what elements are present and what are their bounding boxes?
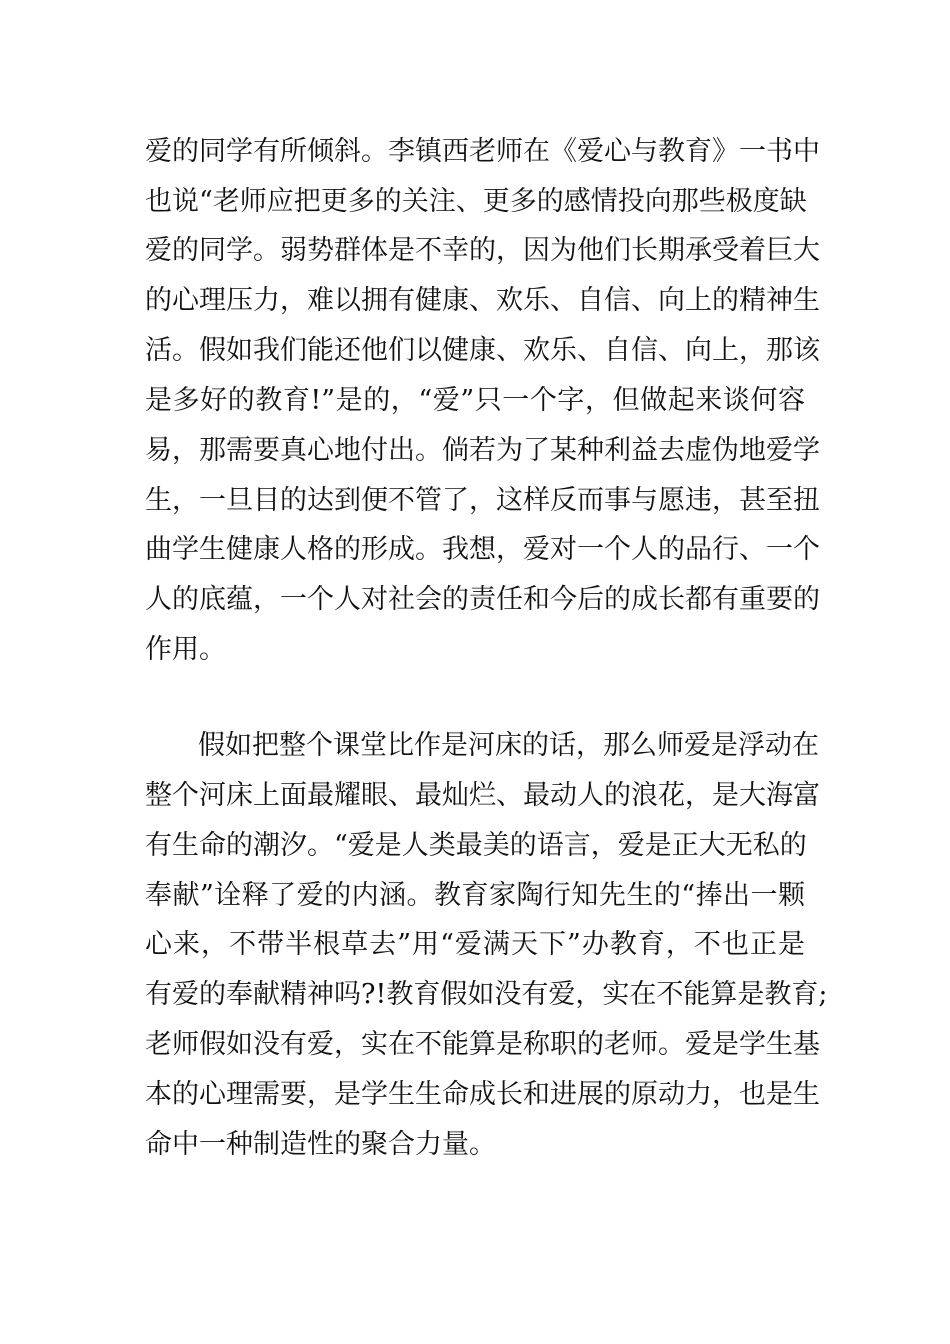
paragraph-2-line-2: 整个河床上面最耀眼、最灿烂、最动人的浪花，是大海富 [145,780,820,811]
paragraph-1-line-11: 作用。 [145,634,226,665]
paragraph-1-line-7: 易，那需要真心地付出。倘若为了某种利益去虚伪地爱学 [145,435,820,466]
paragraph-2-line-3: 有生命的潮汐。“爱是人类最美的语言，爱是正大无私的 [145,830,807,861]
paragraph-2-line-1: 假如把整个课堂比作是河床的话，那么师爱是浮动在 [198,730,819,761]
paragraph-2-line-6: 有爱的奉献精神吗?!教育假如没有爱，实在不能算是教育; [145,979,828,1010]
paragraph-2-line-9: 命中一种制造性的聚合力量。 [145,1129,496,1160]
paragraph-1-line-6: 是多好的教育!”是的，“爱”只一个字，但做起来谈何容 [145,385,805,416]
paragraph-1-line-3: 爱的同学。弱势群体是不幸的，因为他们长期承受着巨大 [145,235,820,266]
paragraph-1-line-10: 人的底蕴，一个人对社会的责任和今后的成长都有重要的 [145,584,820,615]
paragraph-1-line-1: 爱的同学有所倾斜。李镇西老师在《爱心与教育》一书中 [145,136,820,167]
paragraph-1-line-2: 也说“老师应把更多的关注、更多的感情投向那些极度缺 [145,186,807,217]
paragraph-2-line-4: 奉献”诠释了爱的内涵。教育家陶行知先生的“捧出一颗 [145,880,805,911]
paragraph-1-line-5: 活。假如我们能还他们以健康、欢乐、自信、向上，那该 [145,335,820,366]
paragraph-1-line-9: 曲学生健康人格的形成。我想，爱对一个人的品行、一个 [145,534,820,565]
paragraph-2-line-8: 本的心理需要，是学生生命成长和进展的原动力，也是生 [145,1079,820,1110]
paragraph-2-line-7: 老师假如没有爱，实在不能算是称职的老师。爱是学生基 [145,1029,820,1060]
paragraph-2-line-5: 心来，不带半根草去”用“爱满天下”办教育，不也正是 [145,929,805,960]
paragraph-1-line-8: 生，一旦目的达到便不管了，这样反而事与愿违，甚至扭 [145,485,820,516]
paragraph-1-line-4: 的心理压力，难以拥有健康、欢乐、自信、向上的精神生 [145,285,820,316]
